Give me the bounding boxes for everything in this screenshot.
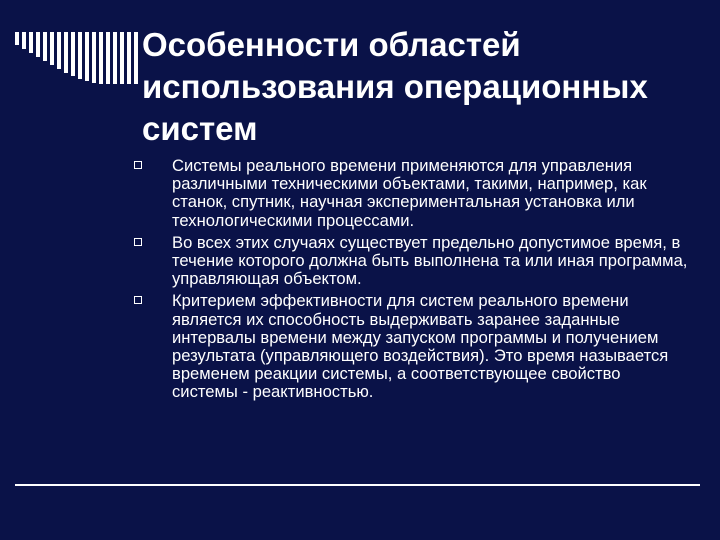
stripe xyxy=(99,32,103,84)
stripe xyxy=(113,32,117,84)
stripe xyxy=(134,32,138,84)
stripe xyxy=(92,32,96,83)
stripe xyxy=(120,32,124,84)
square-bullet-icon xyxy=(134,238,142,246)
slide-title: Особенности областей использования операционных систем xyxy=(142,26,648,147)
stripe xyxy=(29,32,33,53)
bullet-text: Системы реального времени применяются для управления различными техническими объектами, такими, например, как станок, спутник, научная экспериментальная установка или технологическими процессами. xyxy=(172,156,647,230)
stripe xyxy=(78,32,82,79)
bullet-text: Критерием эффективности для систем реального времени является их способность выдерживать заранее заданные интервалы времени между запуском программы и получением результата (управляющего воздействия). Это время называется временем реакции системы, а соответствующее свойство системы - реактивностью. xyxy=(172,291,669,402)
decorative-stripes xyxy=(15,32,140,84)
bullet-item xyxy=(128,292,688,401)
square-bullet-icon xyxy=(134,296,142,304)
bullet-text: Во всех этих случаях существует предельно допустимое время, в течение которого должна быть выполнена та или иная программа, управляющая объектом. xyxy=(172,232,688,289)
stripe xyxy=(64,32,68,73)
stripe xyxy=(127,32,131,84)
stripe xyxy=(106,32,110,84)
stripe xyxy=(50,32,54,65)
bullet-item xyxy=(128,157,688,230)
bottom-divider xyxy=(15,484,700,486)
stripe xyxy=(85,32,89,81)
square-bullet-icon xyxy=(134,161,142,169)
stripe xyxy=(71,32,75,76)
stripe xyxy=(22,32,26,49)
stripe xyxy=(36,32,40,57)
stripe xyxy=(57,32,61,69)
bullet-item xyxy=(128,234,688,289)
stripe xyxy=(43,32,47,61)
bullet-list xyxy=(128,157,688,406)
stripe xyxy=(15,32,19,45)
